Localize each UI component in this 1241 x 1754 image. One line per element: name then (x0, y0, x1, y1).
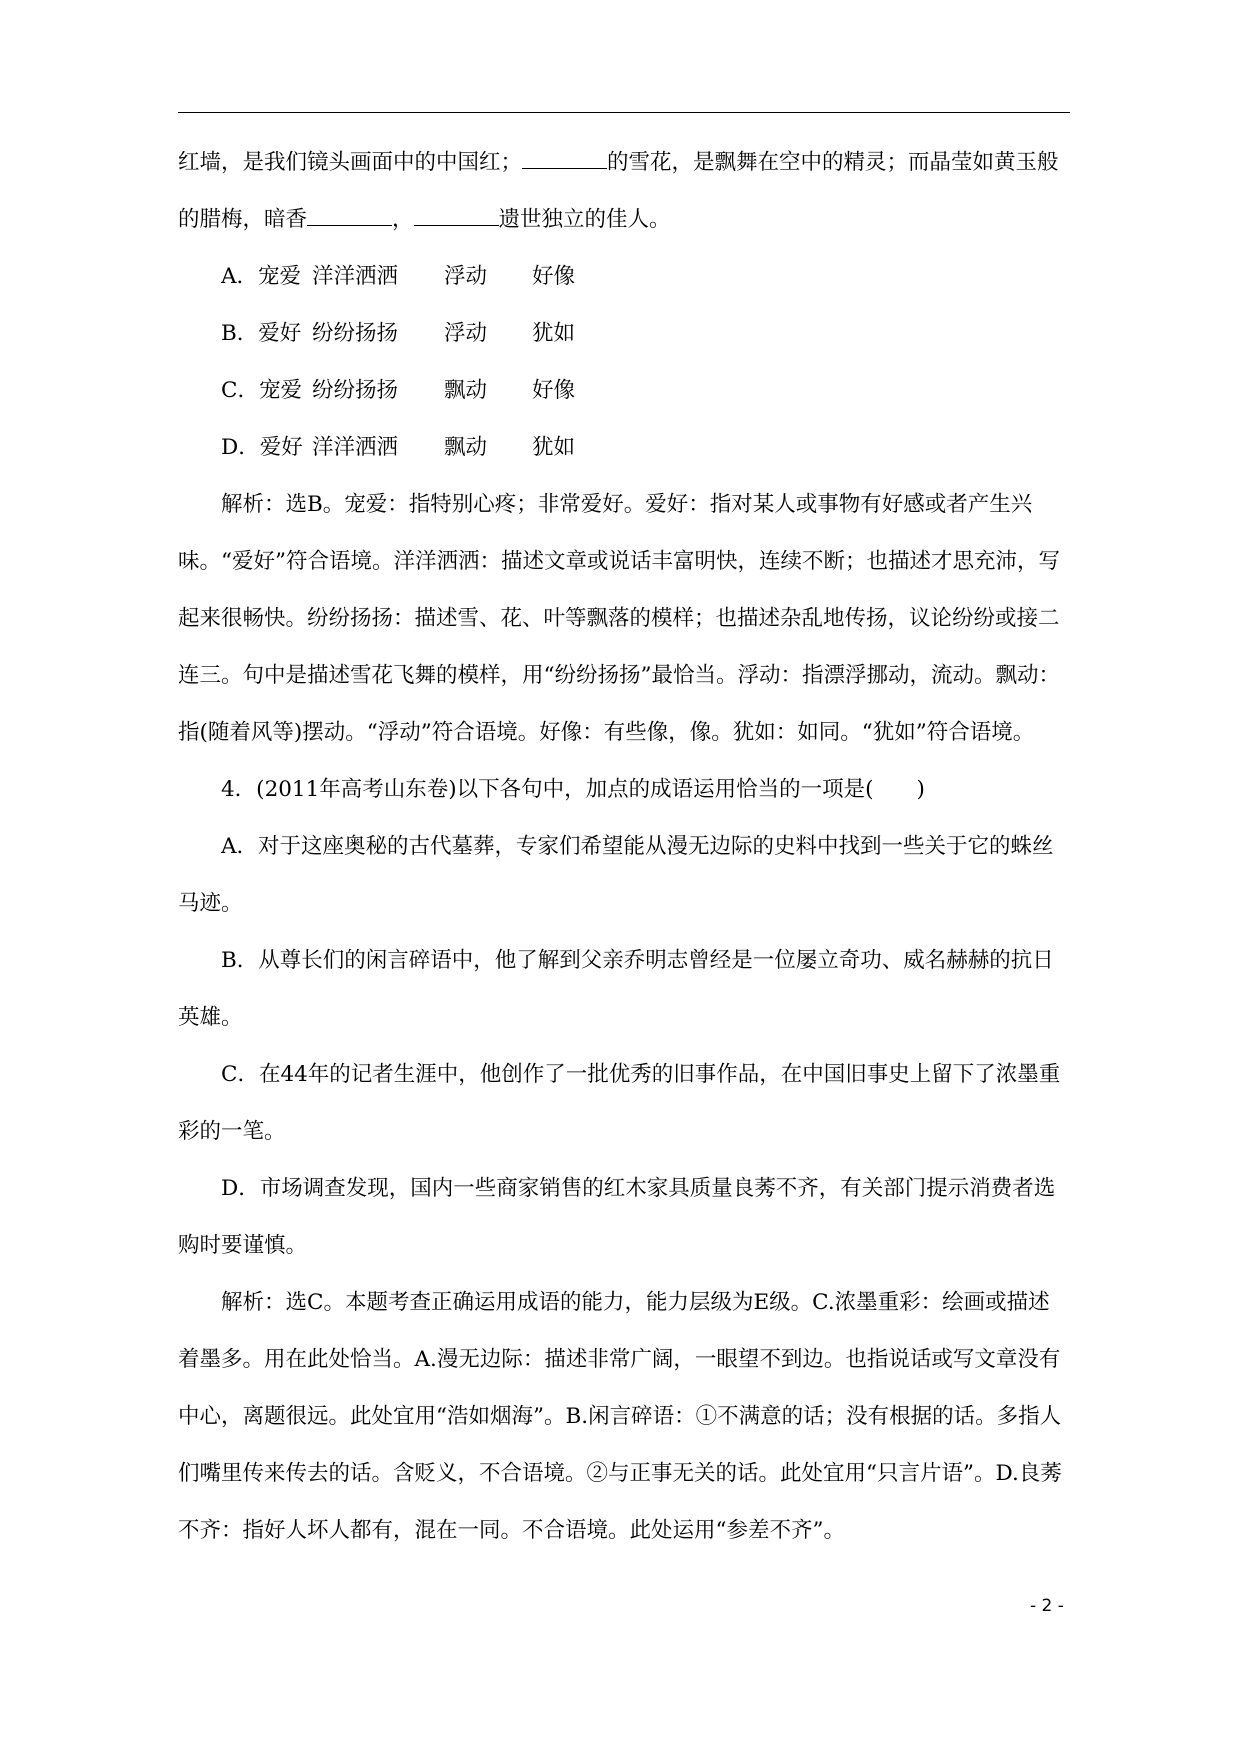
q4-option-b: B．从尊长们的闲言碎语中，他了解到父亲乔明志曾经是一位屡立奇功、威名赫赫的抗日英雄。 (178, 948, 1054, 1030)
page-number: - 2 - (1030, 1596, 1064, 1616)
q3-option-a: A．宠爱 洋洋洒洒 浮动 好像 (221, 264, 576, 289)
q3-option-d: D．爱好 洋洋洒洒 飘动 犹如 (221, 435, 576, 460)
q4-option-c: C．在44年的记者生涯中，他创作了一批优秀的旧事作品，在中国旧事史上留下了浓墨重彩的一笔。 (178, 1062, 1061, 1144)
fill-blank (414, 205, 499, 226)
q3-analysis: 解析：选B。宠爱：指特别心疼；非常爱好。爱好：指对某人或事物有好感或者产生兴味。“爱好”符合语境。洋洋洒洒：描述文章或说话丰富明快，连续不断；也描述才思充沛，写起来很畅快。纷纷扬扬：描述雪、花、叶等飘落的模样；也描述杂乱地传扬，议论纷纷或接二连三。句中是描述雪花飞舞的模样，用“纷纷扬扬”最恰当。浮动：指漂浮挪动，流动。飘动：指(随着风等)摆动。“浮动”符合语境。好像：有些像，像。犹如：如同。“犹如”符合语境。 (178, 492, 1060, 745)
header-rule (178, 112, 1070, 113)
q4-option-a: A．对于这座奥秘的古代墓葬，专家们希望能从漫无边际的史料中找到一些关于它的蛛丝马迹。 (178, 834, 1054, 916)
q4-analysis: 解析：选C。本题考查正确运用成语的能力，能力层级为E级。C.浓墨重彩：绘画或描述着墨多。用在此处恰当。A.漫无边际：描述非常广阔，一眼望不到边。也指说话或写文章没有中心，离题很远。此处宜用“浩如烟海”。B.闲言碎语：①不满意的话；没有根据的话。多指人们嘴里传来传去的话。含贬义，不合语境。②与正事无关的话。此处宜用“只言片语”。D.良莠不齐：指好人坏人都有，混在一同。不合语境。此处运用“参差不齐”。 (178, 1290, 1062, 1543)
fill-blank (307, 205, 392, 226)
document-body (178, 134, 1070, 1559)
q4-option-d: D．市场调查发现，国内一些商家销售的红木家具质量良莠不齐，有关部门提示消费者选购时要谨慎。 (178, 1176, 1056, 1258)
q3-option-b: B．爱好 纷纷扬扬 浮动 犹如 (221, 321, 576, 346)
q4-stem: 4．(2011年高考山东卷)以下各句中，加点的成语运用恰当的一项是( ) (221, 777, 925, 802)
q3-option-c: C．宠爱 纷纷扬扬 飘动 好像 (221, 378, 576, 403)
fill-blank (522, 148, 607, 169)
q3-stem-continuation: 红墙，是我们镜头画面中的中国红； 的雪花，是飘舞在空中的精灵；而晶莹如黄玉般的腊梅，暗香 ， 遗世独立的佳人。 (178, 150, 1059, 232)
